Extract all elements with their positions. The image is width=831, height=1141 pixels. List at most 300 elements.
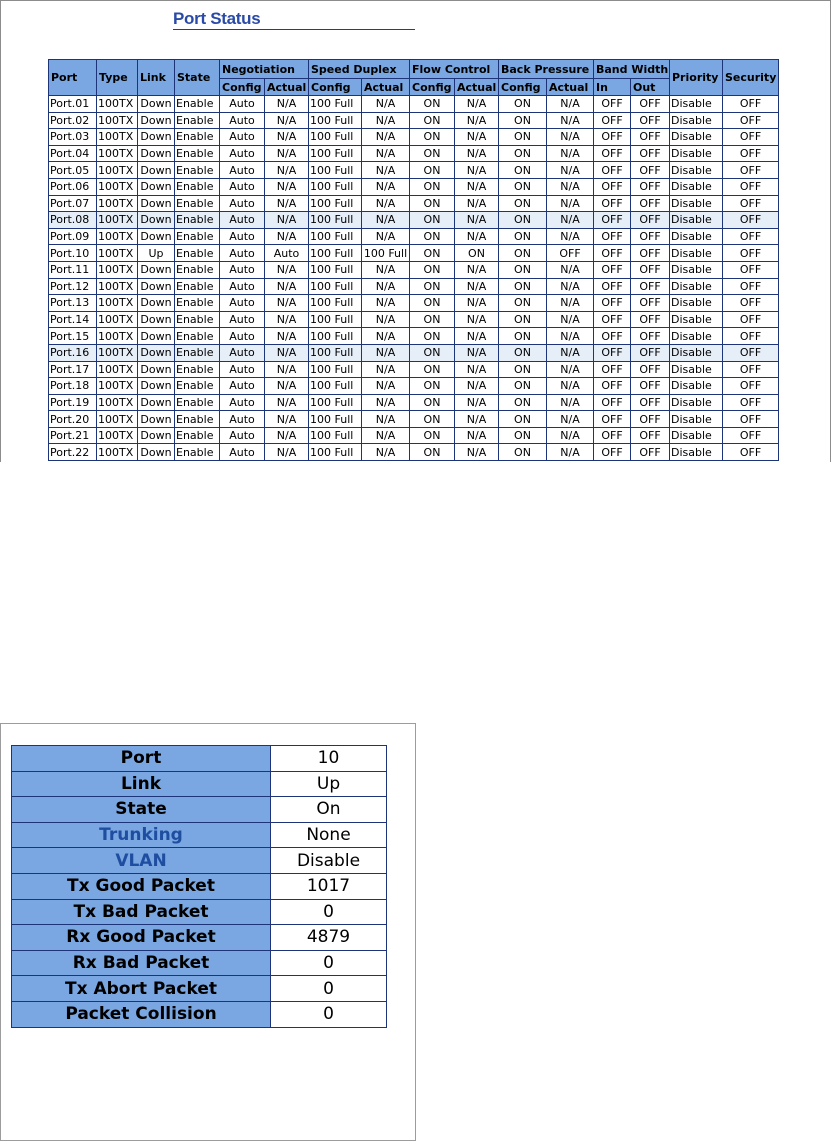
cell-bw-out: OFF [631,245,670,262]
table-row[interactable] [49,261,779,278]
cell-bw-out: OFF [631,444,670,461]
cell-bp-actual: N/A [547,112,594,129]
table-row[interactable] [49,295,779,312]
cell-neg-config: Auto [220,427,265,444]
cell-flow-actual: N/A [455,394,499,411]
cell-link: Down [138,261,175,278]
cell-bp-actual: N/A [547,228,594,245]
cell-bp-actual: N/A [547,278,594,295]
cell-bp-config: ON [499,295,547,312]
cell-flow-actual: N/A [455,427,499,444]
cell-priority: Disable [670,295,723,312]
cell-security: OFF [723,96,779,113]
cell-state: Enable [175,195,220,212]
cell-link: Down [138,129,175,146]
cell-port: Port.14 [49,311,97,328]
cell-speed-config: 100 Full [309,444,362,461]
detail-row [12,899,387,925]
cell-bp-config: ON [499,311,547,328]
cell-bp-config: ON [499,261,547,278]
table-row[interactable] [49,328,779,345]
cell-speed-config: 100 Full [309,245,362,262]
port-detail-panel [0,723,416,1141]
cell-flow-config: ON [410,328,455,345]
table-row[interactable] [49,195,779,212]
cell-bw-in: OFF [594,311,631,328]
table-row[interactable] [49,162,779,179]
cell-security: OFF [723,427,779,444]
cell-link: Down [138,394,175,411]
table-row[interactable] [49,378,779,395]
table-row[interactable] [49,112,779,129]
cell-flow-actual: N/A [455,261,499,278]
cell-type: 100TX [97,96,138,113]
cell-neg-actual: N/A [265,112,309,129]
cell-type: 100TX [97,129,138,146]
cell-security: OFF [723,212,779,229]
cell-port: Port.16 [49,344,97,361]
cell-state: Enable [175,228,220,245]
cell-security: OFF [723,295,779,312]
cell-speed-actual: N/A [362,394,410,411]
cell-bp-actual: N/A [547,427,594,444]
cell-bw-in: OFF [594,195,631,212]
cell-neg-actual: N/A [265,261,309,278]
port-status-panel [0,0,831,462]
cell-link: Down [138,212,175,229]
cell-bw-out: OFF [631,328,670,345]
cell-speed-config: 100 Full [309,178,362,195]
header-priority: Priority [670,60,723,96]
table-row[interactable] [49,178,779,195]
cell-speed-actual: N/A [362,311,410,328]
cell-flow-actual: N/A [455,195,499,212]
cell-neg-config: Auto [220,245,265,262]
cell-speed-config: 100 Full [309,112,362,129]
cell-priority: Disable [670,96,723,113]
cell-state: Enable [175,261,220,278]
cell-bp-actual: N/A [547,129,594,146]
cell-link: Down [138,361,175,378]
table-row[interactable] [49,245,779,262]
detail-value: 10 [271,746,387,772]
cell-security: OFF [723,311,779,328]
cell-bw-in: OFF [594,427,631,444]
cell-state: Enable [175,178,220,195]
cell-type: 100TX [97,245,138,262]
detail-label: Tx Abort Packet [12,976,271,1002]
cell-security: OFF [723,261,779,278]
table-row[interactable] [49,145,779,162]
cell-bw-out: OFF [631,96,670,113]
cell-bp-config: ON [499,394,547,411]
cell-neg-config: Auto [220,178,265,195]
cell-bw-out: OFF [631,212,670,229]
cell-neg-config: Auto [220,212,265,229]
cell-bp-config: ON [499,195,547,212]
cell-bp-config: ON [499,328,547,345]
cell-bw-in: OFF [594,129,631,146]
cell-bp-actual: OFF [547,245,594,262]
cell-speed-actual: N/A [362,427,410,444]
cell-bw-in: OFF [594,444,631,461]
table-row[interactable] [49,311,779,328]
cell-type: 100TX [97,311,138,328]
table-row[interactable] [49,344,779,361]
cell-flow-actual: N/A [455,212,499,229]
cell-state: Enable [175,212,220,229]
cell-neg-actual: N/A [265,344,309,361]
table-row[interactable] [49,129,779,146]
cell-link: Down [138,344,175,361]
detail-label: Tx Good Packet [12,873,271,899]
cell-bp-config: ON [499,411,547,428]
cell-neg-config: Auto [220,112,265,129]
cell-bp-actual: N/A [547,96,594,113]
cell-bw-in: OFF [594,178,631,195]
detail-row [12,848,387,874]
cell-speed-config: 100 Full [309,378,362,395]
cell-port: Port.10 [49,245,97,262]
cell-neg-config: Auto [220,295,265,312]
cell-flow-config: ON [410,444,455,461]
cell-bw-out: OFF [631,112,670,129]
cell-bw-out: OFF [631,411,670,428]
cell-state: Enable [175,411,220,428]
cell-speed-config: 100 Full [309,261,362,278]
table-row[interactable] [49,228,779,245]
detail-row [12,822,387,848]
cell-port: Port.12 [49,278,97,295]
cell-flow-config: ON [410,344,455,361]
cell-state: Enable [175,162,220,179]
detail-row [12,746,387,772]
cell-type: 100TX [97,145,138,162]
cell-type: 100TX [97,178,138,195]
cell-type: 100TX [97,261,138,278]
cell-flow-config: ON [410,295,455,312]
cell-neg-actual: N/A [265,361,309,378]
cell-bp-actual: N/A [547,394,594,411]
cell-link: Down [138,228,175,245]
table-row[interactable] [49,361,779,378]
cell-priority: Disable [670,112,723,129]
cell-link: Down [138,145,175,162]
cell-state: Enable [175,129,220,146]
cell-priority: Disable [670,378,723,395]
cell-security: OFF [723,278,779,295]
cell-type: 100TX [97,411,138,428]
table-row[interactable] [49,427,779,444]
cell-port: Port.19 [49,394,97,411]
cell-flow-actual: N/A [455,361,499,378]
subheader-speed-actual: Actual [362,79,410,96]
cell-state: Enable [175,361,220,378]
cell-bw-in: OFF [594,361,631,378]
cell-speed-actual: N/A [362,112,410,129]
port-status-table [48,59,779,461]
cell-neg-actual: N/A [265,145,309,162]
cell-flow-actual: N/A [455,311,499,328]
cell-bp-config: ON [499,444,547,461]
cell-bp-config: ON [499,96,547,113]
cell-flow-actual: N/A [455,378,499,395]
cell-neg-config: Auto [220,378,265,395]
cell-bp-actual: N/A [547,212,594,229]
cell-flow-actual: N/A [455,344,499,361]
cell-state: Enable [175,394,220,411]
cell-state: Enable [175,278,220,295]
cell-neg-config: Auto [220,162,265,179]
cell-bp-config: ON [499,212,547,229]
cell-neg-actual: N/A [265,178,309,195]
cell-link: Down [138,162,175,179]
detail-value: Up [271,771,387,797]
cell-neg-actual: N/A [265,129,309,146]
cell-bp-actual: N/A [547,328,594,345]
cell-neg-config: Auto [220,195,265,212]
cell-neg-actual: N/A [265,195,309,212]
cell-bw-out: OFF [631,228,670,245]
cell-type: 100TX [97,195,138,212]
table-row[interactable] [49,212,779,229]
cell-port: Port.04 [49,145,97,162]
cell-neg-config: Auto [220,411,265,428]
header-speed-duplex: Speed Duplex [309,60,410,79]
cell-speed-actual: 100 Full [362,245,410,262]
table-row[interactable] [49,411,779,428]
cell-priority: Disable [670,162,723,179]
cell-state: Enable [175,344,220,361]
cell-link: Up [138,245,175,262]
cell-flow-actual: N/A [455,228,499,245]
cell-port: Port.13 [49,295,97,312]
cell-bp-actual: N/A [547,261,594,278]
cell-priority: Disable [670,228,723,245]
cell-bw-in: OFF [594,344,631,361]
cell-bw-out: OFF [631,295,670,312]
cell-port: Port.20 [49,411,97,428]
cell-bp-actual: N/A [547,178,594,195]
cell-neg-config: Auto [220,261,265,278]
cell-bw-out: OFF [631,195,670,212]
cell-speed-actual: N/A [362,145,410,162]
header-negotiation: Negotiation [220,60,309,79]
cell-bp-config: ON [499,378,547,395]
table-row[interactable] [49,96,779,113]
cell-bw-in: OFF [594,278,631,295]
cell-port: Port.11 [49,261,97,278]
cell-priority: Disable [670,261,723,278]
detail-value: 1017 [271,873,387,899]
cell-bp-actual: N/A [547,295,594,312]
cell-security: OFF [723,245,779,262]
detail-label: Tx Bad Packet [12,899,271,925]
detail-row [12,1001,387,1027]
cell-neg-actual: N/A [265,311,309,328]
cell-priority: Disable [670,328,723,345]
cell-link: Down [138,311,175,328]
cell-flow-config: ON [410,261,455,278]
cell-bp-actual: N/A [547,378,594,395]
cell-flow-config: ON [410,394,455,411]
cell-type: 100TX [97,212,138,229]
cell-link: Down [138,195,175,212]
cell-speed-actual: N/A [362,295,410,312]
cell-bp-config: ON [499,162,547,179]
header-back-pressure: Back Pressure [499,60,594,79]
subheader-backpressure-actual: Actual [547,79,594,96]
cell-flow-config: ON [410,361,455,378]
cell-port: Port.15 [49,328,97,345]
detail-label-link[interactable]: VLAN [12,848,271,874]
cell-flow-config: ON [410,145,455,162]
cell-flow-actual: N/A [455,145,499,162]
cell-state: Enable [175,311,220,328]
cell-flow-actual: N/A [455,295,499,312]
cell-port: Port.05 [49,162,97,179]
cell-bp-config: ON [499,129,547,146]
cell-neg-config: Auto [220,129,265,146]
detail-label: Rx Good Packet [12,925,271,951]
cell-flow-actual: N/A [455,178,499,195]
cell-type: 100TX [97,361,138,378]
cell-bp-actual: N/A [547,311,594,328]
cell-bw-in: OFF [594,212,631,229]
cell-security: OFF [723,378,779,395]
cell-speed-actual: N/A [362,212,410,229]
cell-neg-actual: N/A [265,427,309,444]
cell-state: Enable [175,145,220,162]
cell-flow-actual: N/A [455,112,499,129]
cell-bp-config: ON [499,112,547,129]
cell-bw-in: OFF [594,245,631,262]
header-security: Security [723,60,779,96]
cell-flow-actual: ON [455,245,499,262]
cell-bp-config: ON [499,178,547,195]
cell-type: 100TX [97,344,138,361]
detail-label-link[interactable]: Trunking [12,822,271,848]
cell-type: 100TX [97,295,138,312]
cell-security: OFF [723,145,779,162]
cell-flow-config: ON [410,378,455,395]
cell-link: Down [138,178,175,195]
cell-neg-actual: N/A [265,212,309,229]
subheader-flow-actual: Actual [455,79,499,96]
detail-value: 0 [271,976,387,1002]
cell-port: Port.21 [49,427,97,444]
cell-state: Enable [175,96,220,113]
cell-bp-config: ON [499,245,547,262]
cell-speed-actual: N/A [362,261,410,278]
table-row[interactable] [49,394,779,411]
cell-link: Down [138,112,175,129]
cell-port: Port.08 [49,212,97,229]
header-state: State [175,60,220,96]
cell-flow-config: ON [410,178,455,195]
cell-flow-actual: N/A [455,129,499,146]
page-title: Port Status [173,8,415,30]
cell-state: Enable [175,444,220,461]
cell-speed-actual: N/A [362,178,410,195]
header-link: Link [138,60,175,96]
cell-port: Port.09 [49,228,97,245]
cell-bp-actual: N/A [547,361,594,378]
subheader-negotiation-actual: Actual [265,79,309,96]
cell-bw-in: OFF [594,378,631,395]
subheader-flow-config: Config [410,79,455,96]
cell-neg-actual: N/A [265,96,309,113]
cell-type: 100TX [97,378,138,395]
cell-bw-out: OFF [631,261,670,278]
cell-link: Down [138,411,175,428]
cell-flow-actual: N/A [455,411,499,428]
cell-state: Enable [175,112,220,129]
cell-priority: Disable [670,245,723,262]
cell-type: 100TX [97,427,138,444]
cell-flow-config: ON [410,278,455,295]
cell-priority: Disable [670,212,723,229]
cell-speed-actual: N/A [362,444,410,461]
table-row[interactable] [49,278,779,295]
cell-speed-actual: N/A [362,129,410,146]
cell-speed-actual: N/A [362,195,410,212]
cell-speed-config: 100 Full [309,96,362,113]
detail-value: 0 [271,899,387,925]
cell-bp-config: ON [499,344,547,361]
cell-neg-actual: N/A [265,378,309,395]
cell-bp-config: ON [499,278,547,295]
cell-security: OFF [723,344,779,361]
cell-priority: Disable [670,361,723,378]
cell-speed-config: 100 Full [309,129,362,146]
cell-type: 100TX [97,394,138,411]
port-status-rows [49,96,779,461]
cell-flow-config: ON [410,212,455,229]
cell-neg-config: Auto [220,278,265,295]
cell-flow-config: ON [410,129,455,146]
cell-priority: Disable [670,311,723,328]
cell-security: OFF [723,361,779,378]
table-row[interactable] [49,444,779,461]
cell-bp-actual: N/A [547,444,594,461]
cell-speed-actual: N/A [362,344,410,361]
cell-priority: Disable [670,178,723,195]
cell-flow-actual: N/A [455,162,499,179]
cell-port: Port.01 [49,96,97,113]
detail-label: Link [12,771,271,797]
detail-row [12,771,387,797]
cell-flow-config: ON [410,112,455,129]
cell-speed-config: 100 Full [309,162,362,179]
cell-bw-out: OFF [631,311,670,328]
cell-bw-out: OFF [631,129,670,146]
cell-neg-actual: N/A [265,394,309,411]
cell-state: Enable [175,245,220,262]
detail-row [12,976,387,1002]
detail-label: Rx Bad Packet [12,950,271,976]
cell-speed-config: 100 Full [309,311,362,328]
cell-bw-out: OFF [631,427,670,444]
cell-bp-actual: N/A [547,162,594,179]
cell-priority: Disable [670,411,723,428]
subheader-speed-config: Config [309,79,362,96]
detail-value: None [271,822,387,848]
cell-neg-actual: N/A [265,162,309,179]
cell-link: Down [138,444,175,461]
cell-speed-actual: N/A [362,328,410,345]
cell-flow-actual: N/A [455,96,499,113]
